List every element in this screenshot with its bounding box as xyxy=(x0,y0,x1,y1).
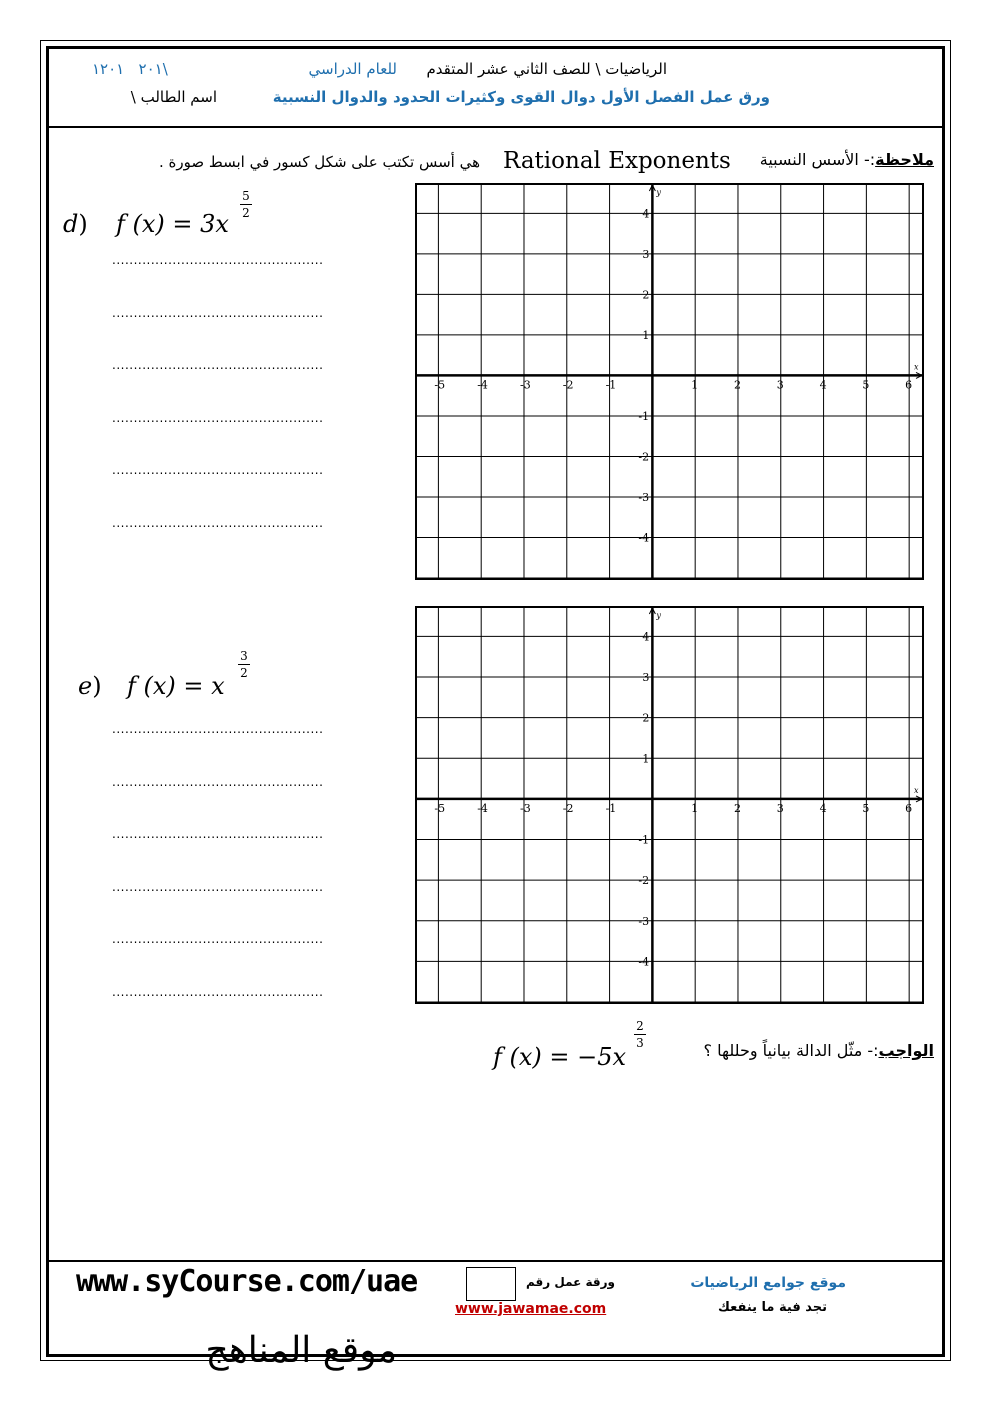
x-tick-label: -4 xyxy=(477,378,488,392)
y-tick-label: -3 xyxy=(638,490,650,504)
x-tick-label: -5 xyxy=(434,801,446,815)
answer-line[interactable]: ................................................. xyxy=(112,722,324,736)
x-tick-label: -1 xyxy=(605,378,617,392)
x-axis-label: x xyxy=(914,362,919,372)
y-tick-label: 4 xyxy=(642,207,650,221)
answer-line[interactable]: ................................................. xyxy=(112,932,324,946)
problem-e-label: e) xyxy=(78,672,102,700)
y-tick-label: -4 xyxy=(638,955,650,969)
x-tick-label: 4 xyxy=(819,378,827,392)
x-tick-label: 2 xyxy=(733,801,741,815)
footer-watermark: موقع المناهج xyxy=(205,1330,397,1371)
worksheet-number-box[interactable] xyxy=(466,1267,516,1301)
x-tick-label: 4 xyxy=(819,801,827,815)
header-divider xyxy=(46,126,945,128)
y-tick-label: 2 xyxy=(642,711,650,725)
grid-svg xyxy=(417,185,922,578)
homework-row xyxy=(704,1041,934,1060)
y-axis-label: y xyxy=(656,188,661,197)
x-axis-label: x xyxy=(914,785,919,795)
header-year-label: للعام الدراسي xyxy=(308,60,397,78)
coordinate-grid-d[interactable] xyxy=(415,183,924,580)
x-tick-label: 2 xyxy=(733,378,741,392)
header-course: الرياضيات \ للصف الثاني عشر المتقدم xyxy=(426,60,667,78)
header-worksheet-title: ورق عمل الفصل الأول دوال القوى وكثيرات الحدود والدوال النسبية xyxy=(272,88,770,106)
x-tick-label: -4 xyxy=(477,801,488,815)
problem-d-exponent: 5 2 xyxy=(240,189,252,220)
y-tick-label: 4 xyxy=(642,630,650,644)
problem-d-expression: f (x) = 3x xyxy=(116,210,229,238)
y-tick-label: 3 xyxy=(642,671,650,685)
answer-line[interactable]: ................................................. xyxy=(112,253,324,267)
x-tick-label: 6 xyxy=(905,801,913,815)
footer-divider xyxy=(46,1260,945,1262)
header-year-value: ٢٠١ ١٢٠١\ xyxy=(92,60,187,78)
note-text1: :- الأسس النسبية xyxy=(759,150,876,169)
y-tick-label: 1 xyxy=(642,752,650,766)
problem-e-exponent: 3 2 xyxy=(238,649,250,680)
x-tick-label: 5 xyxy=(862,378,870,392)
y-axis-label: y xyxy=(656,611,661,620)
homework-label: الواجب xyxy=(878,1041,934,1060)
homework-text: :- مثّل الدالة بيانياً وحللها ؟ xyxy=(703,1041,879,1060)
answer-line[interactable]: ................................................. xyxy=(112,463,324,477)
y-tick-label: 2 xyxy=(642,288,650,302)
note-text2: هي أسس تكتب على شكل كسور في ابسط صورة . xyxy=(158,153,480,171)
note-english: Rational Exponents xyxy=(503,148,731,174)
y-tick-label: -1 xyxy=(638,409,650,423)
footer-sycourse-link[interactable]: www.syCourse.com/uae xyxy=(76,1264,418,1299)
grid-svg xyxy=(417,608,922,1002)
note-row xyxy=(760,150,934,169)
x-tick-label: -2 xyxy=(562,801,574,815)
x-tick-label: -3 xyxy=(519,378,531,392)
x-tick-label: -1 xyxy=(605,801,617,815)
answer-line[interactable]: ................................................. xyxy=(112,984,324,999)
y-tick-label: -2 xyxy=(638,450,650,464)
homework-exponent: 2 3 xyxy=(634,1019,646,1050)
footer-site-name: موقع جوامع الرياضيات xyxy=(690,1275,846,1291)
x-tick-label: 6 xyxy=(905,378,913,392)
x-tick-label: 1 xyxy=(691,378,699,392)
answer-line[interactable]: ................................................. xyxy=(112,358,324,372)
answer-line[interactable]: ................................................. xyxy=(112,305,324,320)
x-tick-label: -3 xyxy=(519,801,531,815)
footer-worksheet-label: ورقة عمل رقم xyxy=(526,1275,615,1289)
x-tick-label: 3 xyxy=(776,801,784,815)
answer-line[interactable]: ................................................. xyxy=(112,774,324,789)
x-tick-label: 5 xyxy=(862,801,870,815)
coordinate-grid-e[interactable] xyxy=(415,606,924,1004)
problem-e-expression: f (x) = x xyxy=(127,672,225,700)
footer-slogan: تجد فية ما ينفعك xyxy=(718,1300,827,1315)
y-tick-label: 1 xyxy=(642,328,650,342)
answer-line[interactable]: ................................................. xyxy=(112,827,324,841)
x-tick-label: 1 xyxy=(691,801,699,815)
answer-line[interactable]: ................................................. xyxy=(112,515,324,530)
y-tick-label: -4 xyxy=(638,531,650,545)
x-tick-label: -2 xyxy=(562,378,574,392)
homework-expression: f (x) = −5x xyxy=(493,1043,627,1071)
note-label: ملاحظة xyxy=(875,150,934,169)
problem-d-label: d) xyxy=(63,210,88,238)
y-tick-label: -1 xyxy=(638,833,650,847)
y-tick-label: -3 xyxy=(638,914,650,928)
header-student-name: اسم الطالب \ xyxy=(130,88,217,106)
answer-line[interactable]: ................................................. xyxy=(112,410,324,425)
footer-jawamae-link[interactable]: www.jawamae.com xyxy=(455,1301,607,1317)
y-tick-label: -2 xyxy=(638,874,650,888)
y-tick-label: 3 xyxy=(642,247,650,261)
x-tick-label: -5 xyxy=(434,378,446,392)
x-tick-label: 3 xyxy=(776,378,784,392)
answer-line[interactable]: ................................................. xyxy=(112,879,324,894)
